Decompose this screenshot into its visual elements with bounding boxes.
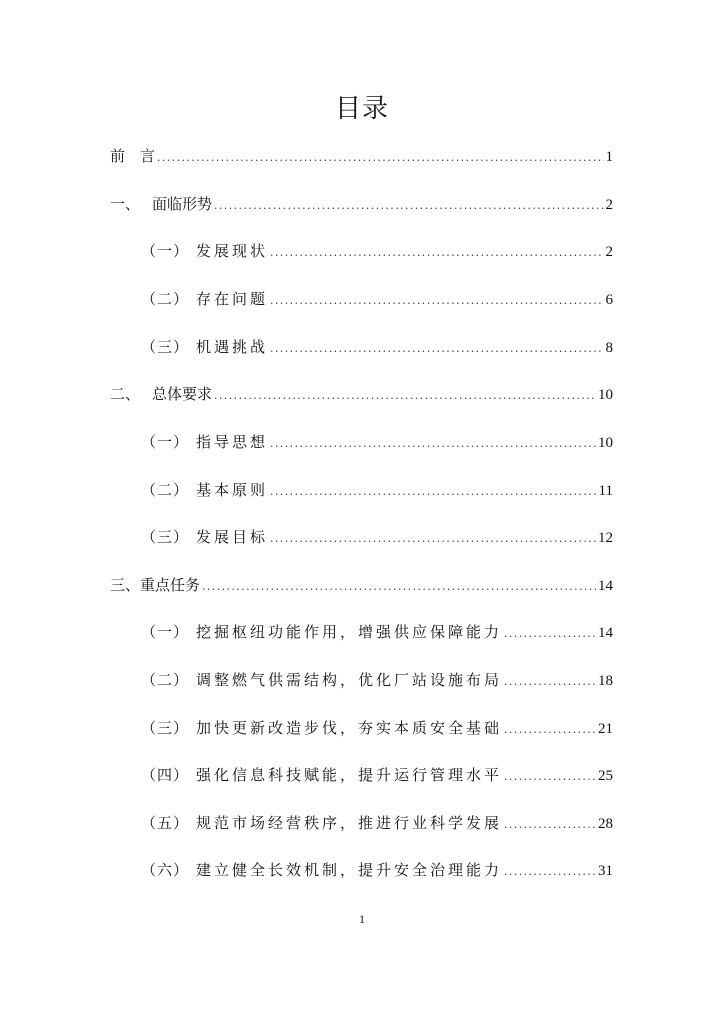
toc-entry-label: 发展现状 [196,242,269,260]
dot-leader [202,575,596,599]
toc-entry-number: （二） [141,671,190,689]
toc-entry-section-2-1[interactable] [141,430,613,454]
toc-entry-label: 重点任务 [140,576,201,594]
toc-entry-label: 面临形势 [152,195,213,213]
toc-entry-section-3[interactable] [110,573,613,597]
page-number-footer: 1 [359,912,365,926]
toc-entry-page: 6 [605,292,613,308]
toc-entry-page: 11 [598,483,613,499]
toc-entry-number: （三） [141,719,190,737]
toc-entry-section-3-1[interactable] [141,620,613,644]
toc-entry-section-3-3[interactable] [141,716,613,740]
toc-entry-section-1-1[interactable] [141,239,613,263]
toc-entry-page: 28 [598,816,613,832]
toc-entry-section-3-2[interactable] [141,668,613,692]
toc-entry-page: 10 [598,435,613,451]
toc-entry-label: 机遇挑战 [196,338,269,356]
toc-entry-label: 建立健全长效机制，提升安全治理能力 [196,861,503,879]
toc-entry-number: （一） [141,433,190,451]
dot-leader [270,289,603,313]
toc-entry-label: 规范市场经营秩序，推进行业科学发展 [196,814,503,832]
toc-entry-label: 调整燃气供需结构，优化厂站设施布局 [196,671,503,689]
toc-entry-page: 10 [598,387,613,403]
toc-entry-page: 21 [598,721,613,737]
dot-leader [270,527,596,551]
toc-entry-page: 1 [605,149,613,165]
toc-entry-number: （一） [141,242,190,260]
toc-entry-preface[interactable] [110,144,613,168]
dot-leader [214,384,596,408]
toc-entry-section-1-2[interactable] [141,287,613,311]
toc-entry-page: 18 [598,673,613,689]
dot-leader [270,337,603,361]
toc-entry-section-1[interactable] [110,192,613,216]
toc-entry-page: 8 [605,340,613,356]
toc-entry-page: 31 [598,863,613,879]
toc-entry-label: 挖掘枢纽功能作用，增强供应保障能力 [196,623,503,641]
toc-entry-label: 指导思想 [196,433,269,451]
toc-entry-page: 14 [598,625,613,641]
toc-entry-section-3-6[interactable] [141,858,613,882]
dot-leader [504,670,596,694]
toc-entry-number: 一、 [110,195,141,213]
toc-entry-number: （五） [141,814,190,832]
toc-entry-label: 强化信息科技赋能，提升运行管理水平 [196,766,503,784]
dot-leader [504,860,596,884]
toc-entry-label: 存在问题 [196,290,269,308]
toc-entry-section-1-3[interactable] [141,335,613,359]
toc-entry-number: （二） [141,290,190,308]
toc-entry-page: 12 [598,530,613,546]
toc-entry-number: 前 言 [110,147,156,165]
toc-entry-page: 14 [598,578,613,594]
dot-leader [504,813,596,837]
dot-leader [270,432,596,456]
toc-entry-number: 三、 [110,576,141,594]
toc-entry-page: 2 [605,197,613,213]
toc-entry-number: （三） [141,528,190,546]
toc-entry-section-2-3[interactable] [141,525,613,549]
dot-leader [157,146,603,170]
toc-entry-label: 基本原则 [196,481,269,499]
toc-entry-section-2-2[interactable] [141,478,613,502]
dot-leader [504,765,596,789]
dot-leader [504,622,596,646]
toc-entry-label: 加快更新改造步伐，夯实本质安全基础 [196,719,503,737]
toc-entry-number: （二） [141,481,190,499]
toc-entry-number: （六） [141,861,190,879]
toc-entry-section-2[interactable] [110,382,613,406]
toc-entry-label: 总体要求 [152,385,213,403]
toc-entry-number: （四） [141,766,190,784]
toc-entry-page: 25 [598,768,613,784]
toc-entry-page: 2 [605,244,613,260]
toc-entry-section-3-4[interactable] [141,763,613,787]
toc-entry-number: （一） [141,623,190,641]
toc-entry-section-3-5[interactable] [141,811,613,835]
dot-leader [504,718,596,742]
page-title: 目录 [334,94,389,124]
toc-entry-label: 发展目标 [196,528,269,546]
dot-leader [270,480,597,504]
dot-leader [214,194,603,218]
toc-entry-number: 二、 [110,385,141,403]
toc-entry-number: （三） [141,338,190,356]
dot-leader [270,241,603,265]
